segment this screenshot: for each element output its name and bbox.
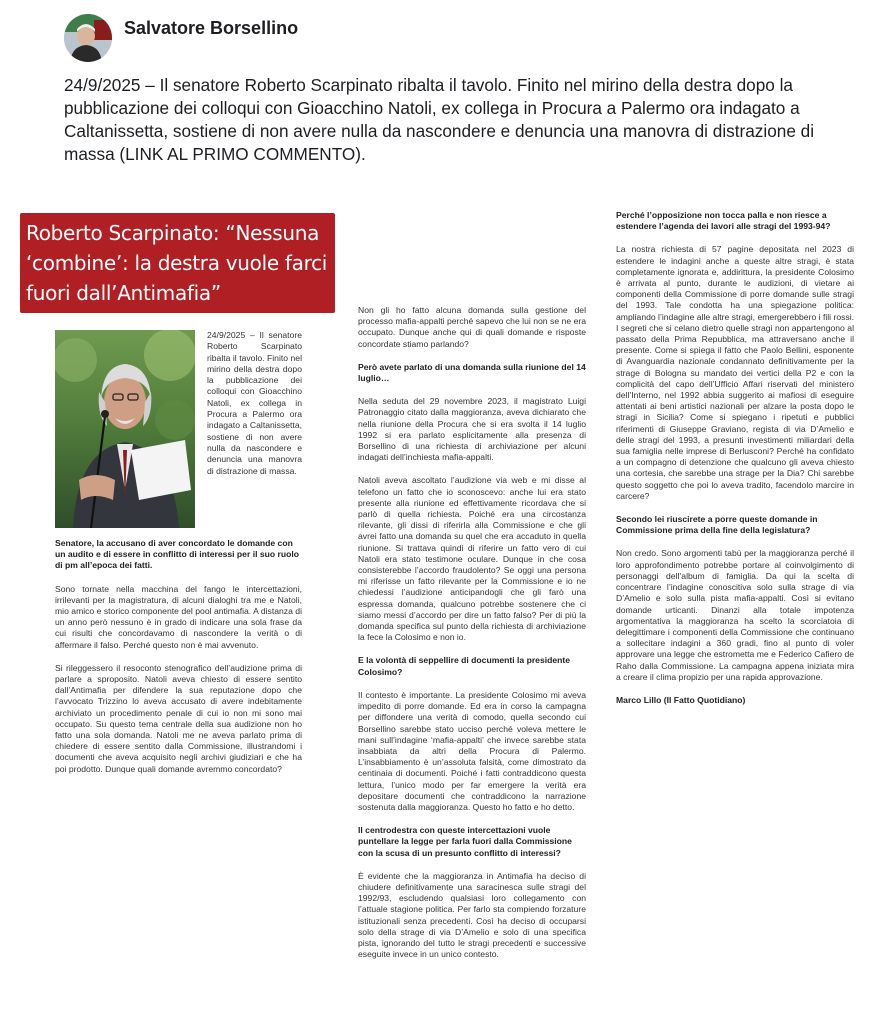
article-paragraph: Non credo. Sono argomenti tabù per la maggioranza perché il loro approfondimento potrebbe portare al coinvolgimento di personaggi dell’album di famiglia. Da qui la scelta di concentrare l’indagine conoscitiva solo sulla strage di via D’Amelio e solo sulla pista mafia-appalti. Così si evitano domande urticanti. Dinanzi alla totale impotenza argomentativa la maggioranza ha scelto la scorciatoia di delegittimare i componenti della Commissione che continuano a sollecitare indagini a 360 gradi, fino al punto di voler approvare una legge che estrometta me e Federico Cafiero de Raho dalla Commissione. La campagna appena iniziata mira a creare il clima propizio per una rapida approvazione. <box>616 548 854 682</box>
article-column-3 <box>616 210 854 718</box>
article-title: Roberto Scarpinato: “Nessuna ‘combine’: la destra vuole farci fuori dall’Antimafia” <box>26 221 328 305</box>
article-paragraph: Non gli ho fatto alcuna domanda sulla gestione del processo mafia-appalti perché sapevo che lui non se ne era occupato. Dunque anche qui di quali domande e risposte concordate stiamo parlando? <box>358 305 586 349</box>
article-paragraph: Nella seduta del 29 novembre 2023, il magistrato Luigi Patronaggio citato dalla maggioranza, aveva dichiarato che nella riunione della Procura che si era svolta il 14 luglio 1992 si era parlato esplicitamente alla presenza di Borsellino di una richiesta di archiviazione per alcuni indagati dell’inchiesta mafia-appalti. <box>358 396 586 463</box>
post-header <box>0 0 894 70</box>
article-image <box>0 200 894 1024</box>
article-paragraph: Natoli aveva ascoltato l’audizione via web e mi disse al telefono un fatto che io sconoscevo: anche lui era stato presente alla riunione ed effettivamente ricordava che si parlò di quella richiesta. Poiché era una circostanza rilevante, gli dissi di riferirla alla Commissione e che gli avrei fatto una domanda su quel che era accaduto in quella riunione. Si trattava quindi di riferire un fatto vero di cui Natoli era stato testimone oculare. Dunque in che cosa consisterebbe l’accordo fraudolento? Se oggi una persona mi riferisse un fatto rilevante per la Commissione e io ne chiedessi l’audizione anticipandogli che gli farò una espressa domanda, qualcuno potrebbe sostenere che ci siamo messi d’accordo per dire un fatto falso? Per di più la domanda specifica sul punto della richiesta di archiviazione la fece la Colosimo e non io. <box>358 475 586 643</box>
post-author[interactable]: Salvatore Borsellino <box>124 18 299 38</box>
avatar[interactable] <box>64 14 112 62</box>
article-question: Marco Lillo (Il Fatto Quotidiano) <box>616 694 746 705</box>
article-question: E la volontà di seppellire di documenti la presidente Colosimo? <box>358 655 571 677</box>
article-photo <box>55 330 195 528</box>
article-column-2 <box>358 305 586 972</box>
avatar-image <box>64 14 112 62</box>
article-paragraph: La nostra richiesta di 57 pagine depositata nel 2023 di estendere le indagini anche a queste altre stragi, è stata completamente ignorata e, addirittura, la presidente Colosimo è arrivata al punto, durante le audizioni, di vietare ai componenti della Commissione di porre domande sulle stragi del 1993. Tale condotta ha una spiegazione politica: ampliando l’indagine alle altre stragi, emergerebbero i fili rossi. I segreti che si celano dietro quelle stragi non appartengono al passato della Prima Repubblica, ma attraversano anche il presente. Come si spiega il fatto che Paolo Bellini, esponente di Avanguardia nazionale condannato definitivamente per la strage di Bologna su mandato dei vertici della P2 e con la complicità del capo dell’Ufficio Affari riservati del ministero dell’Interno, nel 1992 abbia suggerito ai mafiosi di eseguire attentati ai beni artistici nazionali per alzare la posta dopo le stragi in Sicilia? Come si spiegano i ripetuti e pubblici riferimenti di Giuseppe Graviano, regista di via D’Amelio e delle stragi del 1993, a presunti investimenti miliardari della sua famiglia nelle imprese di Berlusconi? Perché ha confidato a un compagno di detenzione che qualcuno gli aveva chiesto una cortesia, che sarebbe una strage per la Dia? Chi sarebbe questo soggetto che poi lo aveva tradito, facendolo marcire in carcere? <box>616 244 854 501</box>
article-question: Secondo lei riuscirete a porre queste domande in Commissione prima della fine della legislatura? <box>616 514 818 536</box>
article-intro: 24/9/2025 – Il senatore Roberto Scarpinato ribalta il tavolo. Finito nel mirino della destra dopo la pubblicazione dei colloqui con Gioacchino Natoli, ex collega in Procura a Palermo ora indagato a Caltanissetta, sostiene di non avere nulla da nascondere e denuncia una manovra di distrazione di massa. <box>207 330 302 476</box>
article-paragraph: Si rileggessero il resoconto stenografico dell’audizione prima di parlare a sproposito. Natoli aveva chiesto di essere sentito dall’Antimafia per difendere la sua reputazione dopo che l’avvocato Trizzino lo aveva accusato di avere indebitamente archiviato un procedimento penale di cui io non mi sono mai occupato. Su questo tema centrale della sua audizione non ho fatto una sola domanda. Natoli me ne aveva parlato prima di chiedere di essere sentito dalla Commissione, illustrandomi i documenti che aveva acquisito negli archivi giudiziari e che ha poi prodotto. Dunque quali domande avremmo concordato? <box>55 662 302 774</box>
article-question: Perché l’opposizione non tocca palla e non riesce a estendere l’agenda dei lavori alle stragi del 1993-94? <box>616 210 831 232</box>
post-text: 24/9/2025 – Il senatore Roberto Scarpinato ribalta il tavolo. Finito nel mirino della destra dopo la pubblicazione dei colloqui con Gioacchino Natoli, ex collega in Procura a Palermo ora indagato a Caltanissetta, sostiene di non avere nulla da nascondere e denuncia una manovra di distrazione di massa (LINK AL PRIMO COMMENTO). <box>64 75 815 164</box>
article-question: Il centrodestra con queste intercettazioni vuole puntellare la legge per farla fuori dalla Commissione con la scusa di un presunto conflitto di interessi? <box>358 825 572 858</box>
article-paragraph: Sono tornate nella macchina del fango le intercettazioni, irrilevanti per la magistratura, di alcuni dialoghi tra me e Natoli, mio amico e storico componente del pool antimafia. A distanza di un anno però nessuno è in grado di indicare una sola frase da cui risulti che concordavamo di nascondere la verità o di affermare il falso. Perché questo non è mai avvenuto. <box>55 583 302 650</box>
article-paragraph: Il contesto è importante. La presidente Colosimo mi aveva impedito di porre domande. Ed era in corso la campagna per diffondere una verità di comodo, quella secondo cui Borsellino sarebbe stato ucciso perché voleva mettere le mani sull’indagine ‘mafia-appalti’ che invece sarebbe stata insabbiata da altri della Procura di Palermo. L’insabbiamento è un’assoluta falsità, come dimostrato da centinaia di documenti. Poiché i fatti contraddicono questa lettura, l’unico modo per far emergere la verità era depositare documenti che contraddicono la narrazione sostenuta dalla maggioranza. Questo ho fatto e ho detto. <box>358 689 586 812</box>
article-title-box <box>20 213 335 313</box>
article-column-1 <box>55 538 302 787</box>
article-question: Senatore, la accusano di aver concordato le domande con un audito e di essere in conflitto di interessi per il suo ruolo di pm all’epoca dei fatti. <box>55 538 300 571</box>
article-paragraph: È evidente che la maggioranza in Antimafia ha deciso di chiudere definitivamente una saracinesca sulle stragi del 1992/93, escludendo qualsiasi loro collegamento con l’attuale stagione politica. Per farlo sta compiendo forzature istituzionali senza precedenti. Così ha deciso di occuparsi solo della strage di via D’Amelio e solo di una specifica pista, ignorando del tutto le stragi precedenti e successive eseguite invece in un unico contesto. <box>358 870 586 960</box>
article-question: Però avete parlato di una domanda sulla riunione del 14 luglio… <box>358 361 586 384</box>
